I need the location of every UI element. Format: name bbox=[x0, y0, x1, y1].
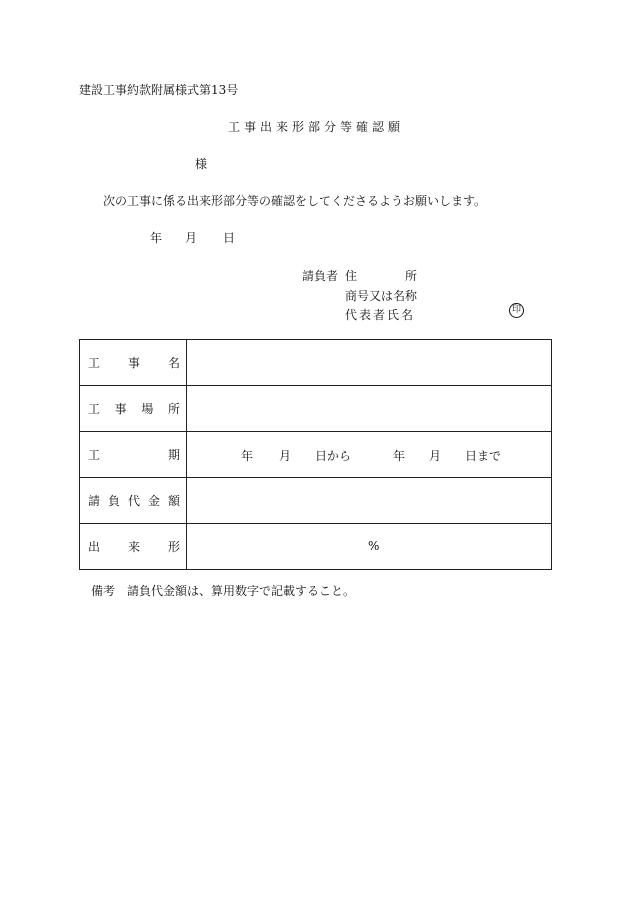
period-month2: 月 bbox=[429, 449, 442, 463]
form-number: 建設工事約款附属様式第13号 bbox=[79, 83, 239, 97]
label-char: 請 bbox=[88, 494, 101, 508]
label-char: 金 bbox=[147, 494, 160, 508]
label-construction-period bbox=[80, 432, 187, 478]
label-char: 事 bbox=[127, 356, 140, 370]
table-row bbox=[80, 524, 552, 570]
period-month1: 月 bbox=[279, 449, 292, 463]
period-year2: 年 bbox=[393, 449, 406, 463]
table-row bbox=[80, 478, 552, 524]
label-completed-portion bbox=[80, 524, 187, 570]
project-name-field[interactable] bbox=[187, 340, 552, 386]
table-row bbox=[80, 386, 552, 432]
address-label-part2: 所 bbox=[405, 269, 418, 283]
table-row bbox=[80, 432, 552, 478]
label-project-location bbox=[80, 386, 187, 432]
label-char: 来 bbox=[127, 540, 140, 554]
label-char: 期 bbox=[167, 448, 180, 462]
seal-mark-icon: 印 bbox=[509, 303, 524, 318]
label-char: 出 bbox=[88, 540, 101, 554]
completed-portion-field[interactable] bbox=[187, 524, 552, 570]
date-line bbox=[150, 229, 235, 246]
percent-unit: % bbox=[368, 539, 380, 553]
label-char: 工 bbox=[88, 356, 101, 370]
period-value bbox=[241, 447, 501, 464]
label-char: 工 bbox=[88, 448, 101, 462]
construction-period-field[interactable] bbox=[187, 432, 552, 478]
label-contract-amount bbox=[80, 478, 187, 524]
period-day-from: 日から bbox=[315, 449, 352, 463]
label-char: 名 bbox=[167, 356, 180, 370]
period-year1: 年 bbox=[241, 449, 254, 463]
date-day-label: 日 bbox=[223, 231, 236, 245]
address-label-part1: 住 bbox=[345, 269, 358, 283]
company-name-label: 商号又は名称 bbox=[345, 289, 418, 303]
label-char: 工 bbox=[88, 402, 101, 416]
period-day-to: 日まで bbox=[465, 449, 502, 463]
label-char: 負 bbox=[107, 494, 120, 508]
request-text: 次の工事に係る出来形部分等の確認をしてくださるようお願いします。 bbox=[103, 194, 487, 208]
addressee-suffix: 様 bbox=[195, 157, 208, 171]
address-label bbox=[345, 267, 417, 284]
date-month-label: 月 bbox=[185, 231, 198, 245]
representative-label: 代表者氏名 bbox=[345, 308, 416, 322]
document-title: 工事出来形部分等確認願 bbox=[228, 120, 405, 134]
label-char: 場 bbox=[141, 402, 154, 416]
label-char: 額 bbox=[167, 494, 180, 508]
project-location-field[interactable] bbox=[187, 386, 552, 432]
label-char: 事 bbox=[114, 402, 127, 416]
label-project-name bbox=[80, 340, 187, 386]
label-char: 代 bbox=[127, 494, 140, 508]
label-char: 所 bbox=[167, 402, 180, 416]
remark-note: 備考 請負代金額は、算用数字で記載すること。 bbox=[91, 584, 356, 598]
contractor-label: 請負者 bbox=[302, 269, 339, 283]
label-char: 形 bbox=[167, 540, 180, 554]
date-year-label: 年 bbox=[150, 231, 163, 245]
construction-info-table bbox=[79, 339, 552, 570]
table-row bbox=[80, 340, 552, 386]
contract-amount-field[interactable] bbox=[187, 478, 552, 524]
